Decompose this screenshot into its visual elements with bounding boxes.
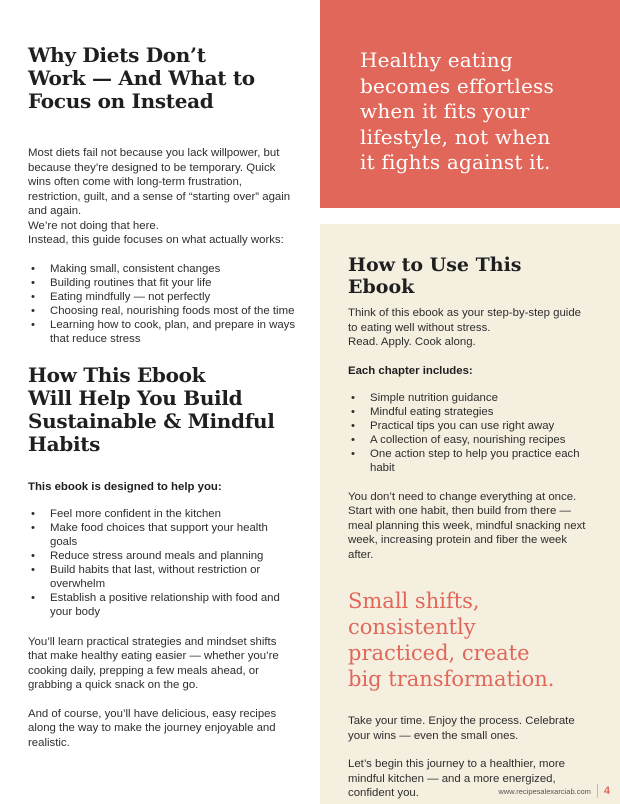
list-item: • Making small, consistent changes	[28, 262, 296, 276]
help-list	[28, 507, 296, 619]
list-item: • Simple nutrition guidance	[348, 391, 593, 405]
focus-text: Instead, this guide focuses on what actually works:	[28, 234, 284, 246]
page-footer	[498, 784, 610, 798]
page-number: 4	[603, 785, 610, 797]
take-your-time-paragraph: Take your time. Enjoy the process. Celebrate your wins — even the small ones.	[348, 715, 575, 742]
list-item: • Eating mindfully — not perfectly	[28, 290, 296, 304]
list-item: • Make food choices that support your health goals	[28, 521, 296, 549]
quote-healthy-eating: Healthy eating becomes effortless when it fits your lifestyle, not when it fights against it.	[360, 48, 554, 174]
heading-why-diets-dont-work: Why Diets Don’t Work — And What to Focus on Instead	[28, 43, 255, 113]
list-item: • Reduce stress around meals and planning	[28, 549, 296, 563]
list-item: • A collection of easy, nourishing recipes	[348, 433, 593, 447]
left-column	[28, 44, 296, 750]
recipes-paragraph: And of course, you’ll have delicious, easy recipes along the way to make the journey enjoyable and realistic.	[28, 707, 277, 749]
list-item: • Building routines that fit your life	[28, 276, 296, 290]
website-link[interactable]: www.recipesalexarciab.com	[498, 786, 591, 796]
begin-journey-paragraph: Let’s begin this journey to a healthier, more mindful kitchen — and a more energized, confident you.	[348, 758, 565, 799]
list-item: • Choosing real, nourishing foods most of the time	[28, 304, 296, 318]
not-doing-that-text: We’re not doing that here.	[28, 219, 159, 232]
chapter-list	[348, 391, 593, 475]
heading-how-to-use: How to Use This Ebook	[348, 254, 522, 298]
chapter-label: Each chapter includes:	[348, 364, 473, 377]
quote-block-top	[320, 0, 620, 208]
list-item: • Establish a positive relationship with food and your body	[28, 591, 296, 619]
list-item: • Build habits that last, without restriction or overwhelm	[28, 563, 296, 591]
list-item: • Feel more confident in the kitchen	[28, 507, 296, 521]
list-item: • Practical tips you can use right away	[348, 419, 593, 433]
footer-divider	[597, 784, 598, 798]
list-item: • Learning how to cook, plan, and prepare in ways that reduce stress	[28, 318, 296, 346]
learn-paragraph: You’ll learn practical strategies and mindset shifts that make healthy eating easier — whether you’re cooking daily, prepping a few meals ahead, or grabbing a quick snack on the go.	[28, 635, 279, 691]
works-list	[28, 262, 296, 346]
how-to-use-panel	[320, 224, 620, 804]
list-item: • Mindful eating strategies	[348, 405, 593, 419]
list-item: • One action step to help you practice each habit	[348, 447, 593, 475]
read-apply-cook-text: Read. Apply. Cook along.	[348, 336, 476, 348]
change-paragraph: You don’t need to change everything at once. Start with one habit, then build from there — meal planning this week, mindful snacking next week, increasing protein and fiber the week after.	[348, 490, 586, 561]
intro-paragraph: Most diets fail not because you lack willpower, but because they’re designed to be temporary. Quick wins often come with long-term frustration, restriction, guilt, and a sense of “starting over” again and again.	[28, 147, 291, 217]
quote-small-shifts: Small shifts, consistently practiced, create big transformation.	[348, 589, 555, 691]
designed-label: This ebook is designed to help you:	[28, 480, 222, 493]
use-intro-text: Think of this ebook as your step-by-step guide to eating well without stress.	[348, 307, 582, 334]
heading-how-this-ebook-helps: How This Ebook Will Help You Build Sustainable & Mindful Habits	[28, 362, 275, 456]
